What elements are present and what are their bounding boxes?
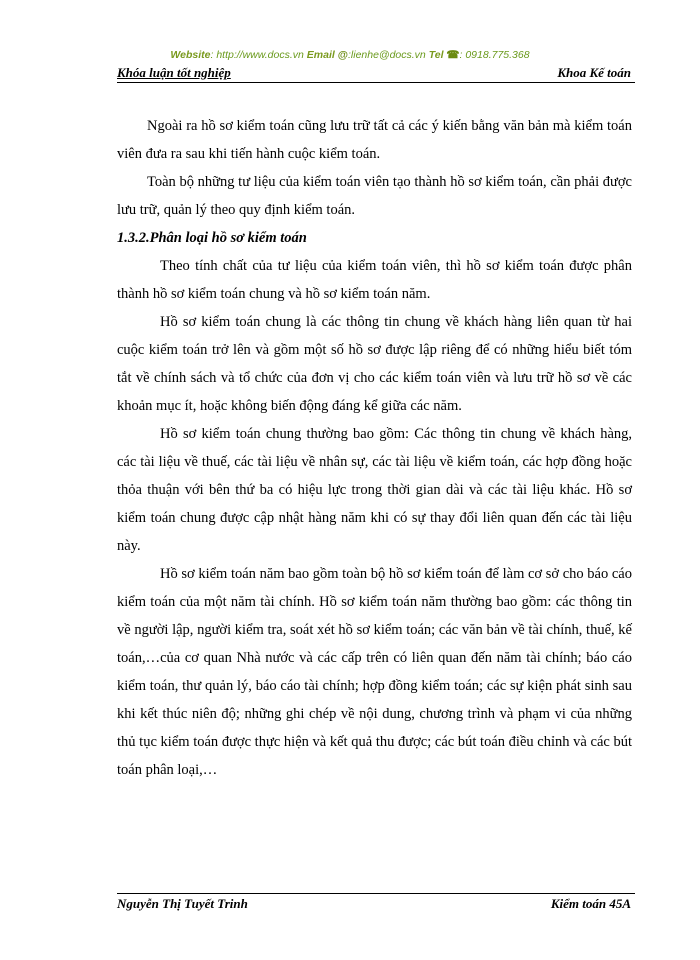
paragraph-6: Hồ sơ kiểm toán năm bao gồm toàn bộ hồ sơ kiểm toán để làm cơ sở cho báo cáo kiểm toán của một năm tài chính. Hồ sơ kiểm toán năm thường bao gồm: các thông tin về người lập, người kiểm tra, soát xét hồ sơ kiểm toán; các văn bản về tài chính, thuế, kế toán,…của cơ quan Nhà nước và các cấp trên có liên quan đến năm tài chính; báo cáo kiểm toán, thư quản lý, báo cáo tài chính; hợp đồng kiểm toán; các sự kiện phát sinh sau khi kết thúc niên độ; những ghi chép về nội dung, chương trình và phạm vi của những thủ tục kiểm toán được thực hiện và kết quả thu được; các bút toán điều chỉnh và các bút toán phân loại,… <box>117 566 632 778</box>
paragraph-4: Hồ sơ kiểm toán chung là các thông tin chung về khách hàng liên quan từ hai cuộc kiểm toán trở lên và gồm một số hồ sơ được lập riêng để có những hiểu biết tóm tắt về chính sách và tổ chức của đơn vị cho các kiểm toán viên và lưu trữ hồ sơ về các khoản mục ít, hoặc không biến động đáng kể giữa các năm. <box>117 314 632 414</box>
page-header <box>117 64 635 83</box>
paragraph-2: Toàn bộ những tư liệu của kiểm toán viên tạo thành hồ sơ kiểm toán, cần phải được lưu trữ, quản lý theo quy định kiểm toán. <box>117 174 632 218</box>
email-label: Email <box>306 49 335 61</box>
telephone-icon: ☎ <box>446 49 460 61</box>
faculty-name: Khoa Kế toán <box>557 65 631 80</box>
author-name: Nguyễn Thị Tuyết Trinh <box>117 896 248 911</box>
paragraph-1: Ngoài ra hồ sơ kiểm toán cũng lưu trữ tất cả các ý kiến bằng văn bản mà kiểm toán viên đưa ra sau khi tiến hành cuộc kiểm toán. <box>117 118 632 162</box>
at-sign-icon: @ <box>337 49 348 61</box>
email-separator: : <box>347 49 351 61</box>
website-url[interactable]: : http://www.docs.vn <box>210 49 304 61</box>
paragraph-3: Theo tính chất của tư liệu của kiểm toán viên, thì hồ sơ kiểm toán được phân thành hồ sơ kiểm toán chung và hồ sơ kiểm toán năm. <box>117 258 632 302</box>
section-heading: 1.3.2.Phân loại hồ sơ kiểm toán <box>117 230 307 246</box>
class-name: Kiểm toán 45A <box>550 896 631 911</box>
website-banner <box>0 49 700 61</box>
email-address[interactable]: lienhe@docs.vn <box>350 49 426 61</box>
page-footer <box>117 893 635 912</box>
tel-label: Tel <box>428 49 444 61</box>
phone-number: : 0918.775.368 <box>459 49 530 61</box>
document-body <box>117 112 632 784</box>
thesis-title: Khóa luận tốt nghiệp <box>117 65 231 80</box>
paragraph-5: Hồ sơ kiểm toán chung thường bao gồm: Các thông tin chung về khách hàng, các tài liệu về thuế, các tài liệu về nhân sự, các tài liệu về kiểm toán, các hợp đồng hoặc thỏa thuận với bên thứ ba có hiệu lực trong thời gian dài và các tài liệu khác. Hồ sơ kiểm toán chung được cập nhật hàng năm khi có sự thay đổi liên quan đến các tài liệu này. <box>117 426 632 554</box>
website-label: Website <box>170 49 211 61</box>
